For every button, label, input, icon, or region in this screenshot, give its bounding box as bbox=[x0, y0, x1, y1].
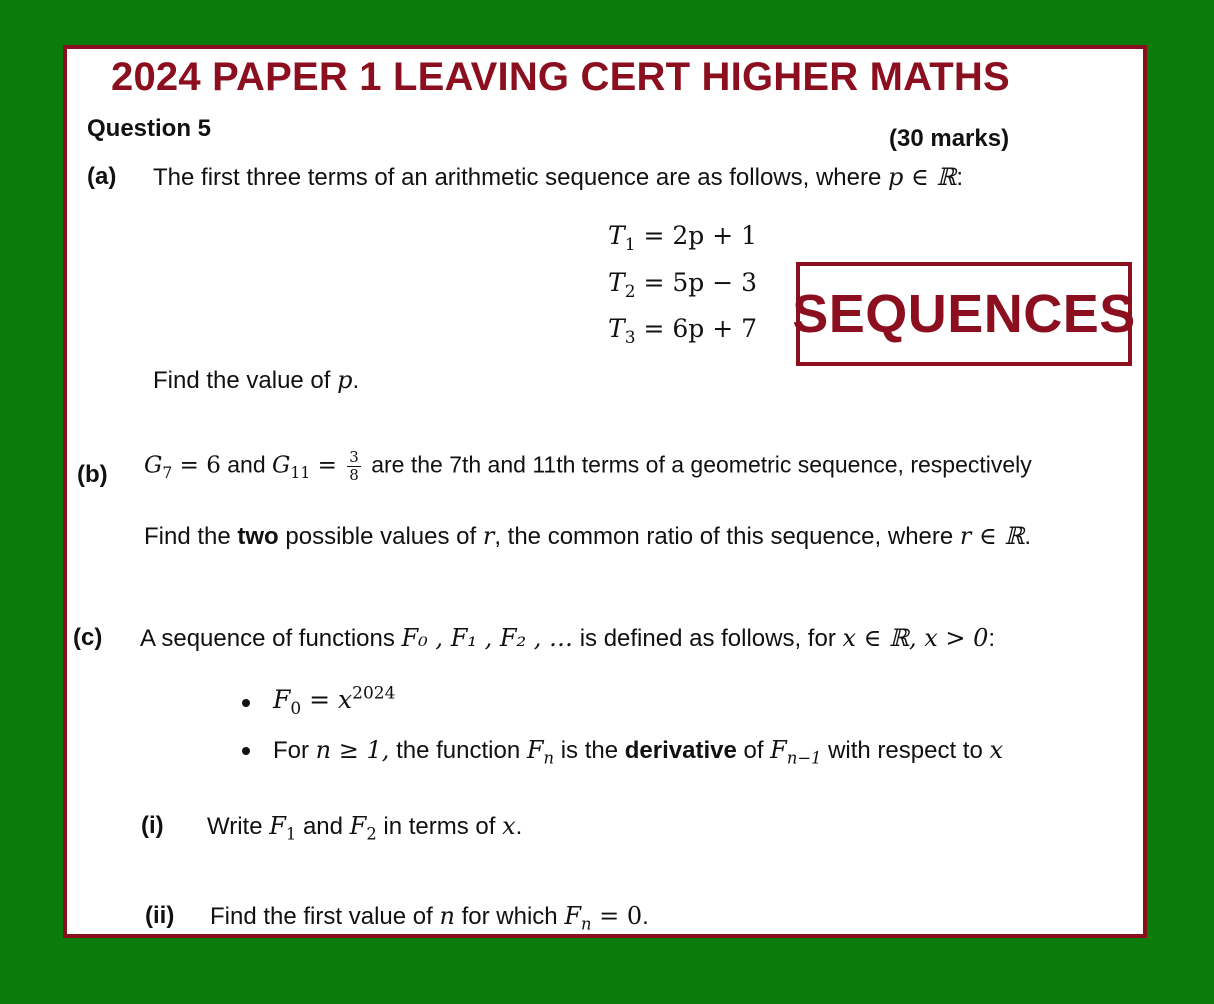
cii-eq: = 0 bbox=[591, 902, 643, 930]
cii-mid: for which bbox=[461, 903, 558, 930]
g11-sub: 11 bbox=[290, 463, 311, 483]
rule-fprev: F bbox=[770, 736, 787, 764]
rule-derivative: derivative bbox=[624, 737, 737, 764]
ci-f1: F bbox=[269, 812, 286, 840]
bullet-f0-definition bbox=[273, 683, 396, 719]
part-c-functions: F₀ , F₁ , F₂ , … bbox=[401, 624, 574, 652]
rule-condition: n ≥ 1, bbox=[315, 736, 390, 764]
g7-value: = 6 bbox=[172, 452, 221, 479]
part-c-ii-task bbox=[210, 902, 649, 934]
part-a-label: (a) bbox=[87, 163, 117, 190]
page-title: 2024 PAPER 1 LEAVING CERT HIGHER MATHS bbox=[111, 55, 1010, 99]
part-c-intro-mid: is defined as follows, for bbox=[579, 625, 836, 652]
rule-fn-sub: n bbox=[543, 748, 555, 768]
g11-equals: = bbox=[310, 452, 337, 479]
rule-x: x bbox=[989, 736, 1004, 764]
equation-t2-rhs: = 5p − 3 bbox=[635, 268, 758, 297]
part-c-intro-math: x ∈ ℝ, x > 0 bbox=[842, 624, 989, 652]
part-a-intro-math: p ∈ ℝ bbox=[888, 163, 957, 191]
rule-fprev-sub: n−1 bbox=[786, 748, 822, 768]
part-c-intro bbox=[140, 624, 995, 653]
part-b-statement bbox=[144, 449, 1032, 484]
part-a-intro-text: The first three terms of an arithmetic sequence are as follows, where bbox=[153, 164, 882, 191]
part-b-and: and bbox=[227, 451, 266, 478]
g11-symbol: G bbox=[272, 452, 291, 479]
part-a-intro-tail: : bbox=[956, 164, 964, 191]
fraction-numerator: 3 bbox=[349, 448, 359, 466]
ci-f1-sub: 1 bbox=[285, 824, 297, 844]
part-b-task-r: r bbox=[482, 522, 495, 550]
part-a-task-text: Find the value of bbox=[153, 367, 331, 394]
part-b-task-pre: Find the bbox=[144, 523, 231, 550]
part-c-label: (c) bbox=[73, 624, 103, 651]
equation-t2-sub: 2 bbox=[624, 281, 636, 302]
rule-pre: For bbox=[273, 737, 309, 764]
ci-tail: in terms of bbox=[383, 813, 496, 840]
cii-fn: F bbox=[564, 902, 581, 930]
fraction-three-eighths bbox=[347, 449, 361, 484]
topic-badge bbox=[792, 262, 1136, 366]
bullet-derivative-rule bbox=[273, 736, 1004, 768]
ci-pre: Write bbox=[207, 813, 263, 840]
rule-fn: F bbox=[526, 736, 544, 764]
part-a-task bbox=[153, 366, 359, 395]
part-c-intro-text: A sequence of functions bbox=[140, 625, 395, 652]
ci-f2: F bbox=[349, 812, 367, 840]
part-c-ii-label: (ii) bbox=[145, 902, 175, 929]
equation-t1-lhs: T bbox=[608, 221, 625, 250]
part-b-task-mid: possible values of bbox=[285, 523, 477, 550]
g7-symbol: G bbox=[144, 452, 163, 479]
cii-end: . bbox=[642, 903, 649, 930]
ci-f2-sub: 2 bbox=[366, 824, 377, 844]
equation-t3-rhs: = 6p + 7 bbox=[635, 314, 758, 343]
part-a-task-math: p bbox=[337, 366, 353, 394]
part-c-intro-tail: : bbox=[988, 625, 996, 652]
ci-and: and bbox=[302, 813, 343, 840]
part-b-task-math: r ∈ ℝ bbox=[959, 522, 1025, 550]
cii-n: n bbox=[439, 902, 455, 930]
f0-sub: 0 bbox=[290, 698, 302, 719]
equation-t1-rhs: = 2p + 1 bbox=[635, 221, 758, 250]
part-c-i-task bbox=[207, 812, 523, 844]
question-number: Question 5 bbox=[87, 115, 212, 142]
topic-badge-text: SEQUENCES bbox=[792, 284, 1136, 344]
equation-t1-sub: 1 bbox=[624, 234, 636, 255]
part-b-task bbox=[144, 522, 1031, 551]
equation-t1 bbox=[608, 221, 758, 255]
part-b-tail: are the 7th and 11th terms of a geometric sequence, respectively bbox=[371, 451, 1032, 478]
equation-t3-sub: 3 bbox=[624, 327, 636, 348]
part-b-task-mid2: , the common ratio of this sequence, where bbox=[494, 523, 954, 550]
rule-tail: with respect to bbox=[828, 737, 983, 764]
bullet-dot-1 bbox=[242, 699, 250, 707]
equation-t2 bbox=[608, 268, 758, 302]
part-c-i-label: (i) bbox=[141, 812, 164, 839]
part-b-task-bold: two bbox=[237, 523, 279, 550]
question-page bbox=[63, 45, 1147, 938]
rule-of: of bbox=[743, 737, 764, 764]
g7-sub: 7 bbox=[162, 463, 173, 483]
f0-symbol: F bbox=[273, 685, 291, 714]
f0-equals: = x bbox=[301, 685, 353, 714]
part-b-label: (b) bbox=[77, 461, 108, 488]
ci-end: . bbox=[515, 813, 523, 840]
part-a-intro bbox=[153, 163, 963, 192]
cii-fn-sub: n bbox=[580, 914, 592, 934]
bullet-dot-2 bbox=[242, 747, 250, 755]
question-marks: (30 marks) bbox=[889, 125, 1010, 152]
fraction-denominator: 8 bbox=[349, 466, 359, 484]
equation-t3 bbox=[608, 314, 758, 348]
equation-t3-lhs: T bbox=[608, 314, 625, 343]
rule-mid: the function bbox=[396, 737, 521, 764]
equation-t2-lhs: T bbox=[608, 268, 625, 297]
cii-pre: Find the first value of bbox=[210, 903, 433, 930]
f0-exponent: 2024 bbox=[352, 683, 396, 704]
part-b-task-tail: . bbox=[1024, 523, 1032, 550]
part-a-task-tail: . bbox=[352, 367, 360, 394]
ci-x: x bbox=[502, 812, 516, 840]
rule-is: is the bbox=[560, 737, 619, 764]
